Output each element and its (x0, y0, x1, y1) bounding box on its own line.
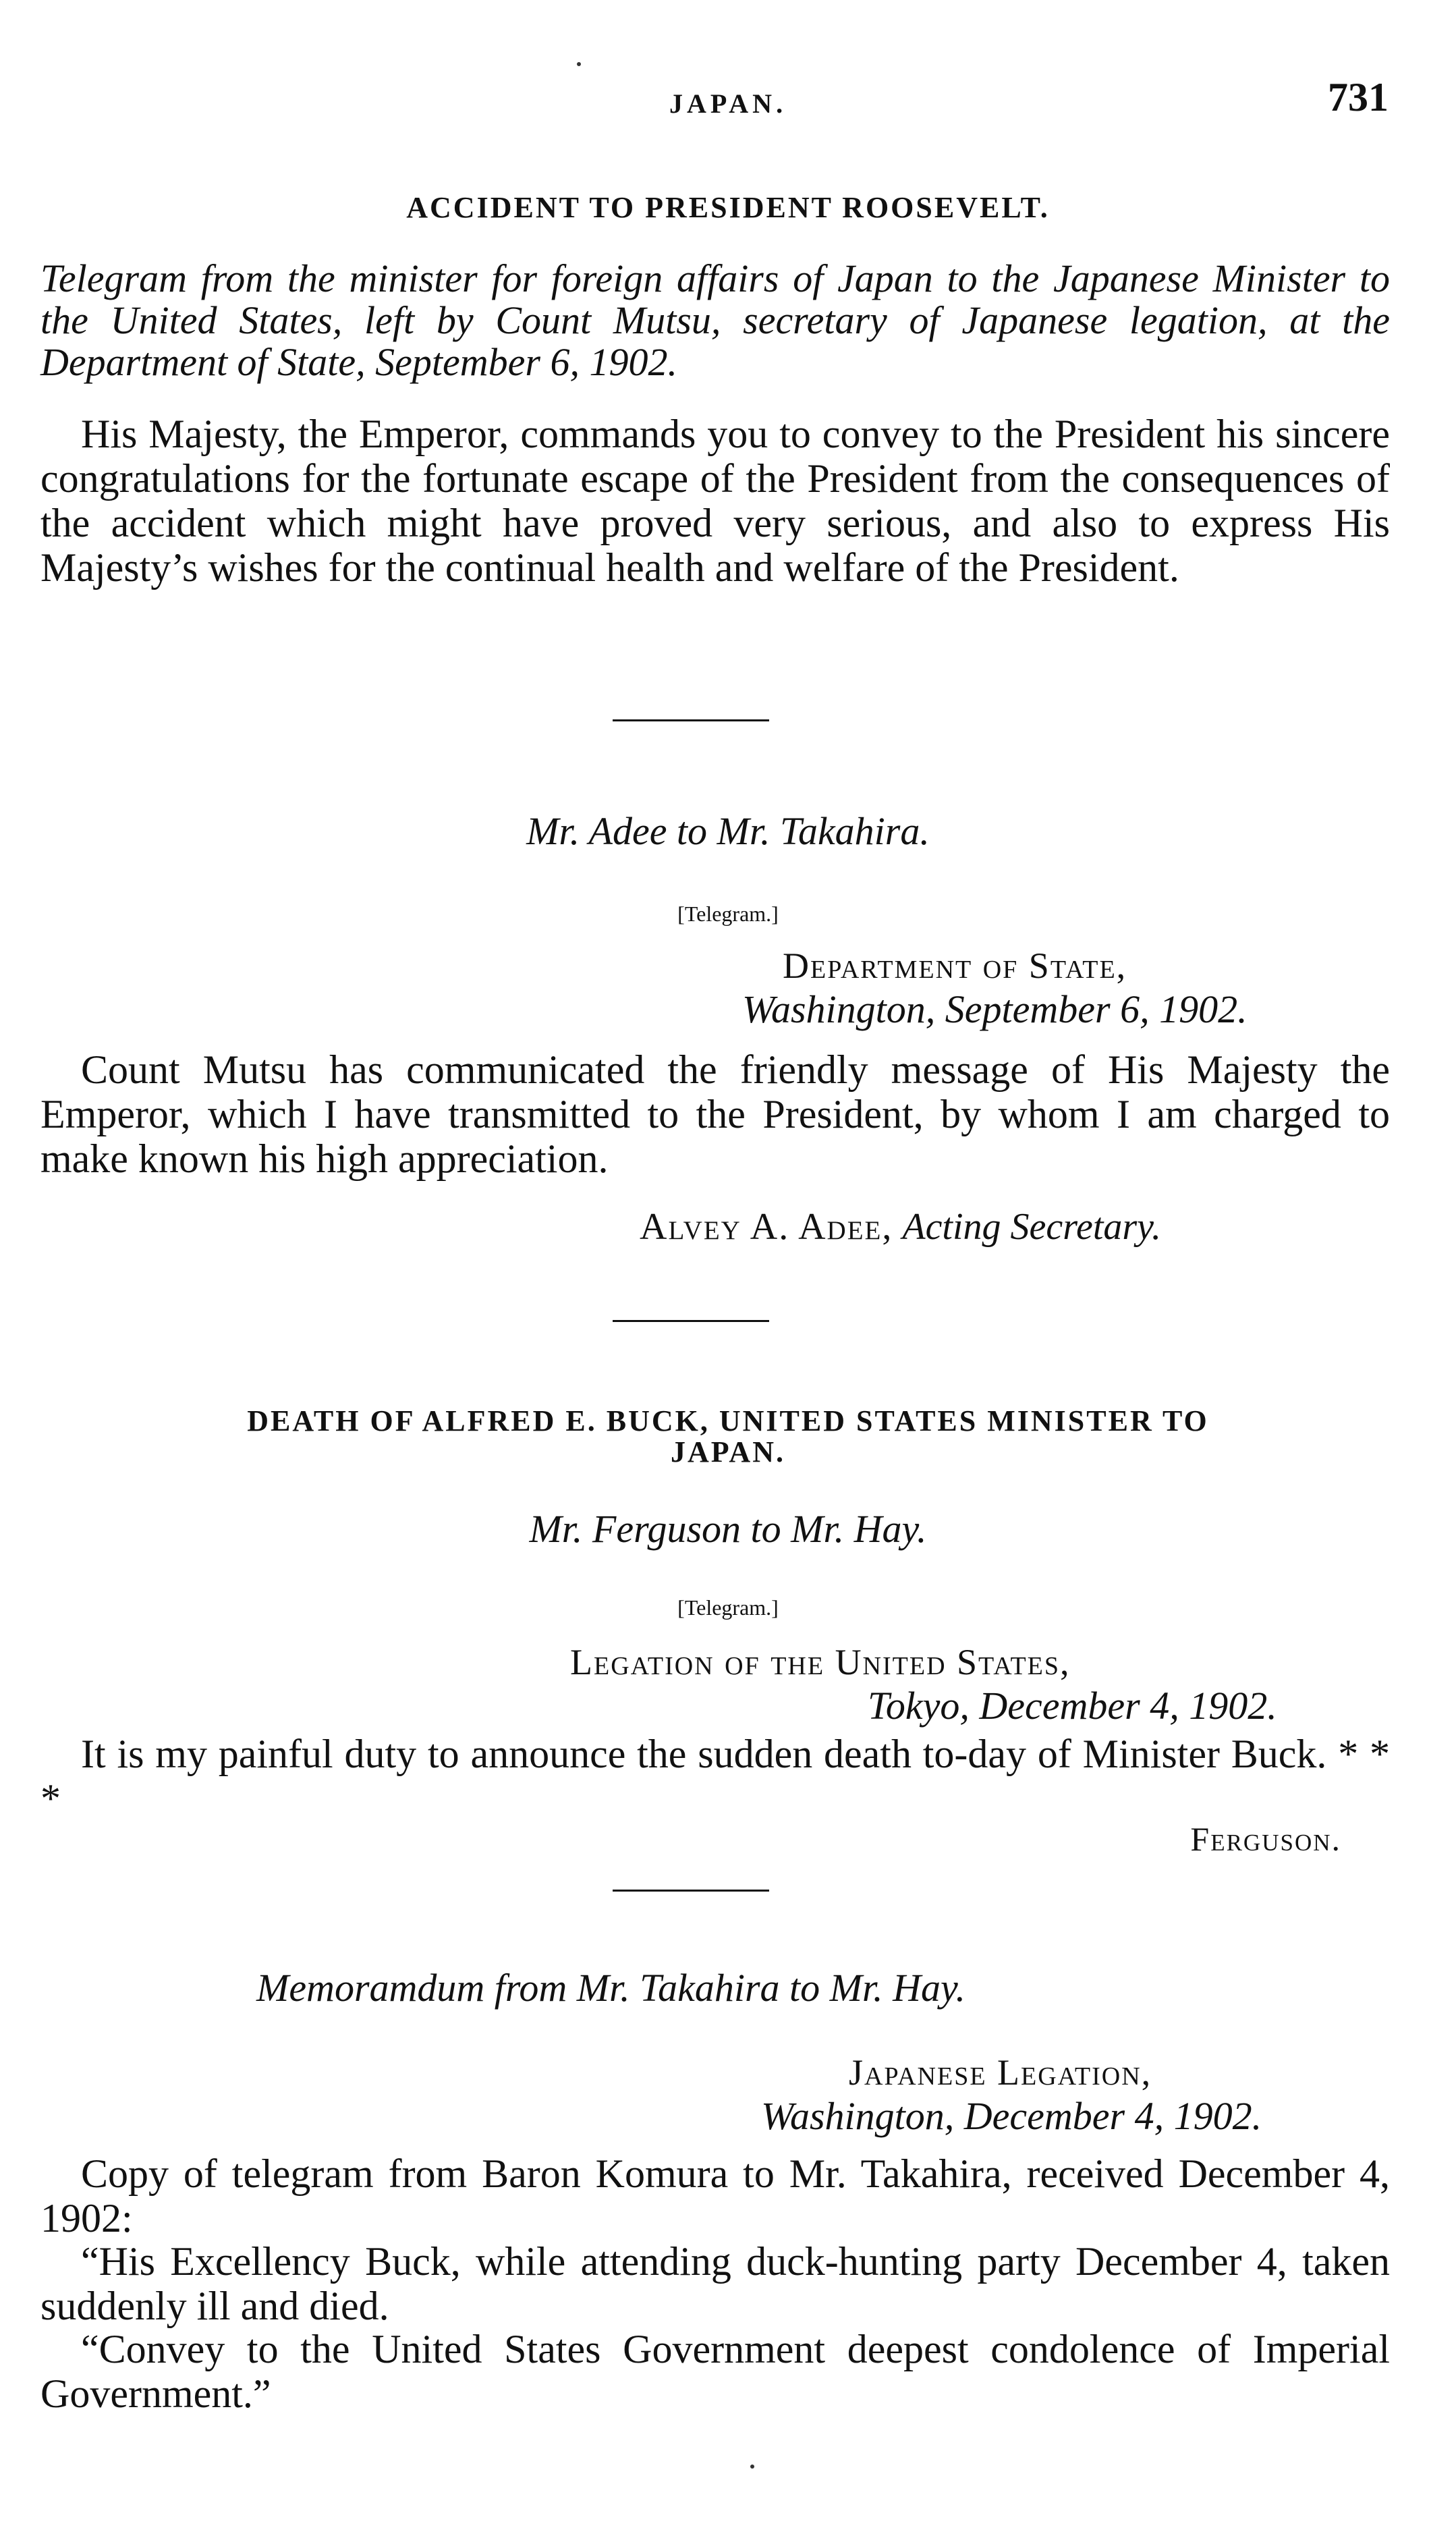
divider (613, 719, 769, 721)
signature-ferguson: Ferguson. (1190, 1820, 1341, 1858)
telegram-label: [Telegram.] (677, 902, 779, 926)
ink-speck (577, 62, 581, 66)
ink-speck (750, 2465, 754, 2469)
telegram-label: [Telegram.] (677, 1595, 779, 1620)
place-date-tokyo: Tokyo, December 4, 1902. (868, 1684, 1277, 1728)
paragraph-quote-condolence: “Convey to the United States Government deepest condolence of Imperial Government.” (40, 2327, 1390, 2416)
section-heading-death-buck-line2: JAPAN. (671, 1435, 785, 1468)
paragraph-count-mutsu: Count Mutsu has communicated the friendly message of His Majesty the Emperor, which I have transmitted to the President, by whom I am charged to make known his high appreciation. (40, 1047, 1390, 1181)
paragraph-emperor-message: His Majesty, the Emperor, commands you to convey to the President his sincere congratulations for the fortunate escape of the President from the consequences of the accident which might have proved very serious, and also to express His Majesty’s wishes for the continual health and welfare of the President. (40, 412, 1390, 590)
place-date-washington: Washington, September 6, 1902. (742, 987, 1248, 1031)
letter-title-ferguson: Mr. Ferguson to Mr. Hay. (529, 1507, 927, 1551)
paragraph-copy-of-telegram: Copy of telegram from Baron Komura to Mr. Takahira, received December 4, 1902: (40, 2151, 1390, 2240)
letter-title-adee: Mr. Adee to Mr. Takahira. (526, 809, 930, 853)
divider (613, 1320, 769, 1322)
telegram-subheading: Telegram from the minister for foreign affairs of Japan to the Japanese Minister to the United States, left by Count Mutsu, secretary of Japanese legation, at the Department of State, September 6, 1902. (40, 256, 1390, 384)
signature-adee (640, 1205, 1161, 1248)
place-department-of-state: Department of State, (783, 945, 1127, 986)
place-date-washington-december: Washington, December 4, 1902. (761, 2094, 1262, 2138)
page-number: 731 (1328, 75, 1389, 119)
signature-name: Alvey A. Adee, (640, 1206, 893, 1248)
place-legation-united-states: Legation of the United States, (570, 1642, 1071, 1682)
paragraph-quote-buck: “His Excellency Buck, while attending duck-hunting party December 4, taken suddenly ill and died. (40, 2239, 1390, 2328)
place-japanese-legation: Japanese Legation, (849, 2052, 1152, 2093)
section-heading-accident: ACCIDENT TO PRESIDENT ROOSEVELT. (406, 191, 1050, 224)
section-heading-death-buck-line1: DEATH OF ALFRED E. BUCK, UNITED STATES MINISTER TO (247, 1404, 1209, 1437)
divider (613, 1890, 769, 1892)
running-head: JAPAN. (669, 88, 787, 119)
paragraph-death-announcement: It is my painful duty to announce the sudden death to-day of Minister Buck. * * * (40, 1732, 1390, 1821)
signature-title: Acting Secretary. (902, 1206, 1161, 1248)
memorandum-title: Memoramdum from Mr. Takahira to Mr. Hay. (256, 1966, 966, 2010)
